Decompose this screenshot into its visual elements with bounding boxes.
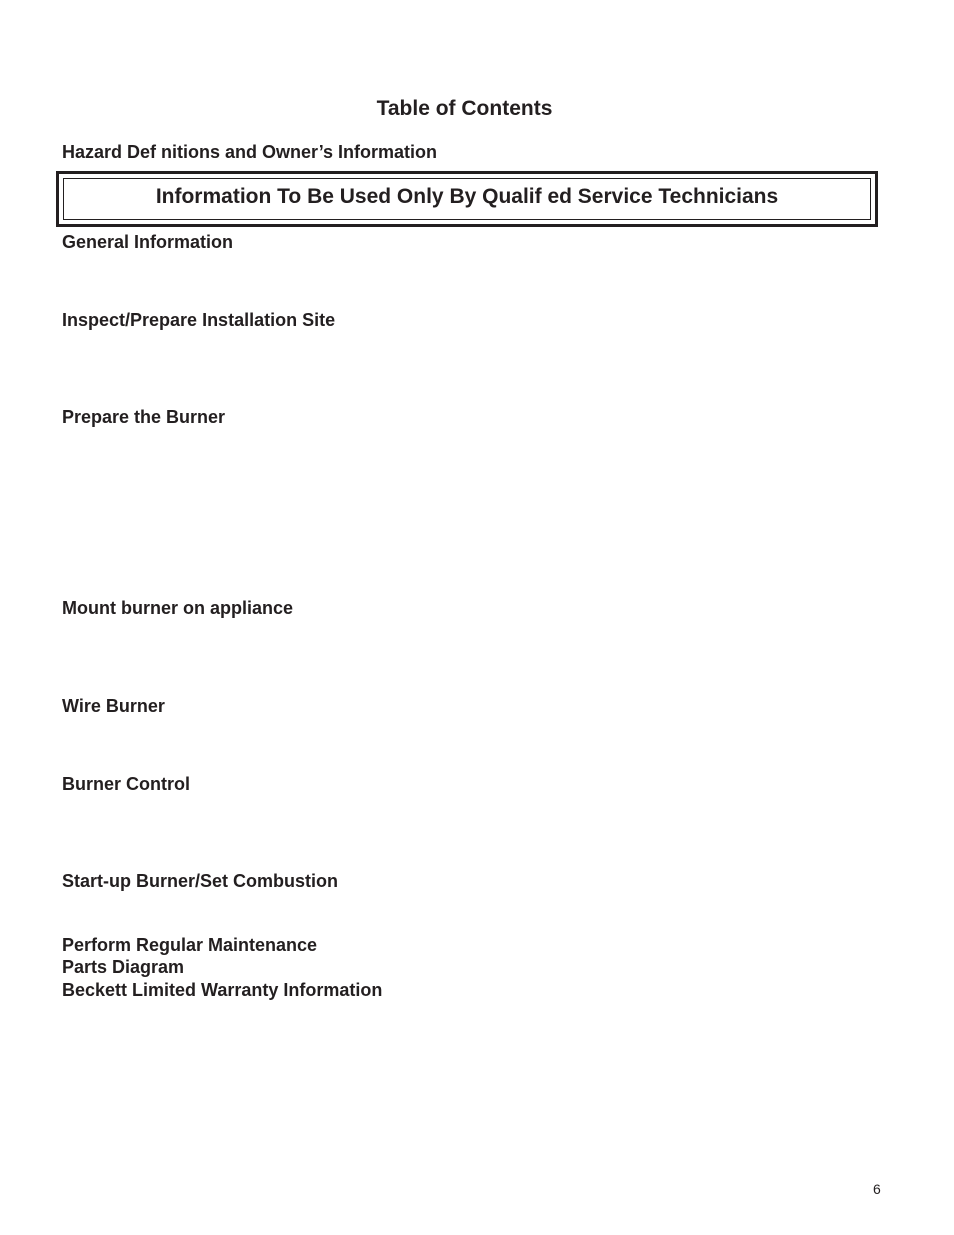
qualified-technicians-notice [56,171,878,227]
section-burner-control: Burner Control [62,774,190,794]
section-mount-burner: Mount burner on appliance [62,598,294,618]
section-prepare-burner: Prepare the Burner [62,407,226,427]
section-parts-diagram: Parts Diagram [62,957,185,977]
section-wire-burner: Wire Burner [62,696,165,716]
hazard-definitions-heading: Hazard Def nitions and Owner’s Information [62,142,438,162]
notice-inner-border [63,178,871,220]
section-regular-maintenance: Perform Regular Maintenance [62,935,318,955]
section-general-information: General Information [62,232,234,252]
page-title: Table of Contents [376,97,553,120]
section-inspect-prepare-site: Inspect/Prepare Installation Site [62,310,336,330]
notice-text: Information To Be Used Only By Qualif ed Service Technicians [155,185,779,208]
section-warranty-information: Beckett Limited Warranty Information [62,980,383,1000]
page-number: 6 [873,1181,881,1197]
section-start-up-burner: Start-up Burner/Set Combustion [62,871,339,891]
